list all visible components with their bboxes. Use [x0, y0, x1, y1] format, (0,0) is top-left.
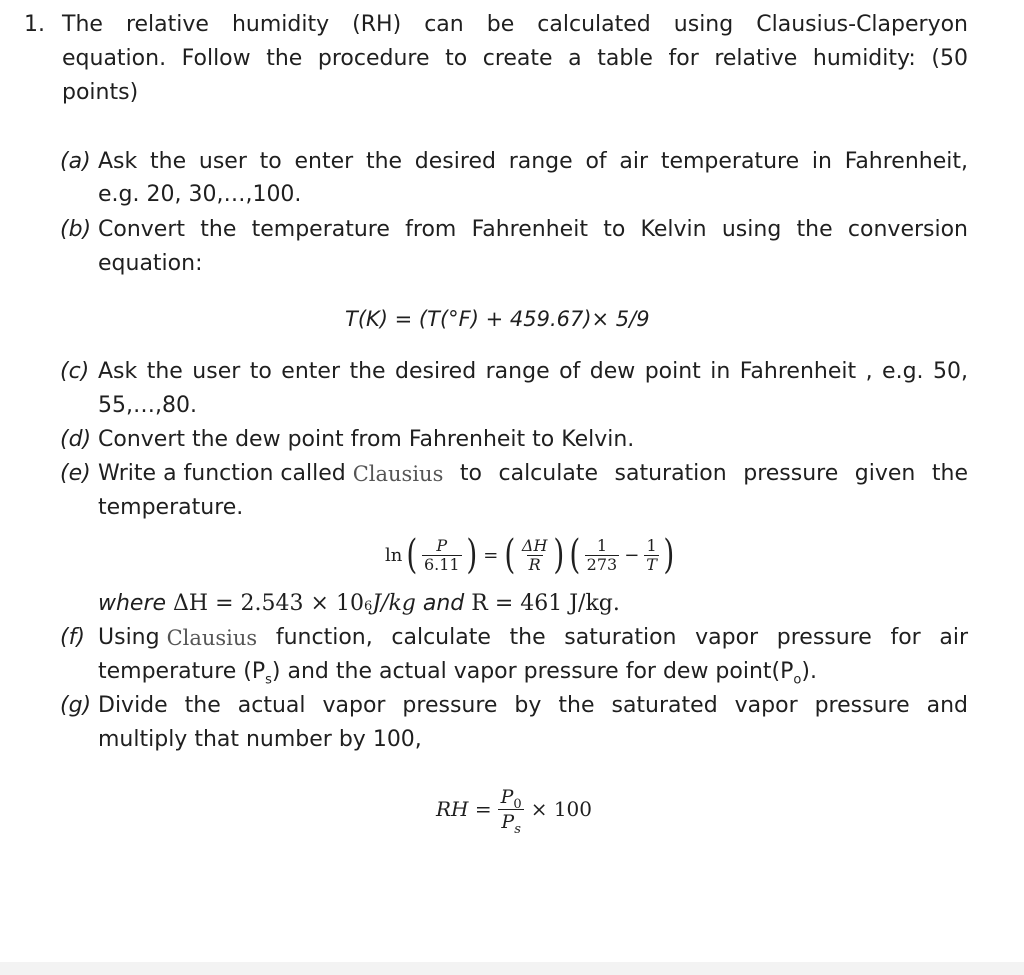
kelvin-conversion-formula: T(K) = (T(°F) + 459.67)× 5/9 — [345, 307, 650, 331]
step-f-line-2 — [98, 657, 817, 687]
step-e-line-1 — [98, 459, 968, 489]
close-paren-icon: ) — [553, 532, 565, 578]
times-100: × 100 — [530, 797, 592, 821]
minus-sign: − — [624, 544, 640, 566]
delta-h-value: ΔH = 2.543 × 10 — [173, 591, 364, 616]
p-symbol: P — [500, 785, 514, 808]
open-paren-icon: ( — [569, 532, 581, 578]
delta-h-unit: J/kg — [372, 591, 416, 616]
equals-sign: = — [483, 544, 499, 566]
step-f-text-b: ) and the actual vapor pressure for dew point(P — [271, 659, 794, 684]
close-paren-icon: ) — [663, 532, 675, 578]
step-f-text-post: function, calculate the saturation vapor pressure for air — [257, 625, 968, 650]
step-c-label: (c) — [60, 359, 90, 384]
inverse-273-fraction — [585, 537, 620, 574]
clausius-function-name: Clausius — [352, 462, 444, 486]
delta-h-symbol: ΔH — [521, 535, 548, 555]
step-g-label: (g) — [60, 693, 92, 718]
step-f-text-c: ). — [801, 659, 817, 684]
step-b-label: (b) — [60, 217, 92, 242]
step-f-text-a: temperature (P — [98, 659, 266, 684]
r-symbol: R — [528, 554, 541, 574]
inverse-t-fraction — [644, 537, 659, 574]
and-word: and — [415, 591, 472, 616]
ln-symbol: ln — [385, 544, 403, 566]
question-number: 1. — [24, 12, 45, 37]
step-g-line-2: multiply that number by 100, — [98, 727, 422, 752]
pressure-reference: 6.11 — [423, 554, 460, 574]
rh-lhs: RH = — [436, 797, 492, 821]
step-f-line-1 — [98, 623, 968, 653]
question-intro-line-3: points) — [62, 80, 139, 105]
actual-pressure — [498, 785, 525, 812]
subscript-zero: 0 — [513, 796, 522, 812]
page-bottom-edge — [0, 962, 1024, 975]
step-c-line-1: Ask the user to enter the desired range of dew point in Fahrenheit , e.g. 50, — [98, 359, 968, 384]
step-a-label: (a) — [60, 149, 91, 174]
pressure-symbol: P — [436, 535, 448, 555]
subscript-o: o — [793, 672, 802, 688]
relative-humidity-formula — [436, 780, 592, 838]
enthalpy-fraction — [520, 537, 550, 574]
step-f-label: (f) — [60, 625, 85, 650]
t-denominator: T — [646, 554, 657, 574]
question-intro-line-1: The relative humidity (RH) can be calculated using Clausius-Claperyon — [62, 12, 968, 37]
where-line: where ΔH = 2.543 × 10 6 J/kg and R = 461 J/kg. — [98, 589, 620, 619]
step-a-line-2: e.g. 20, 30,…,100. — [98, 182, 302, 207]
step-f-text-pre: Using — [98, 625, 167, 650]
step-g-line-1: Divide the actual vapor pressure by the saturated vapor pressure and — [98, 693, 968, 718]
where-word: where — [98, 591, 174, 616]
question-intro-line-2: equation. Follow the procedure to create a table for relative humidity: (50 — [62, 46, 968, 71]
subscript-s: s — [514, 821, 521, 837]
saturation-pressure — [498, 809, 523, 837]
r-value: R = 461 J/kg. — [471, 591, 620, 616]
step-c-line-2: 55,…,80. — [98, 393, 197, 418]
step-d-line-1: Convert the dew point from Fahrenheit to Kelvin. — [98, 427, 635, 452]
subscript-s: s — [265, 672, 272, 688]
one-numerator: 1 — [646, 535, 657, 555]
step-a-line-1: Ask the user to enter the desired range of air temperature in Fahrenheit, — [98, 149, 968, 174]
close-paren-icon: ) — [465, 532, 477, 578]
p-symbol: P — [501, 810, 515, 833]
step-b-line-2: equation: — [98, 251, 203, 276]
one-numerator: 1 — [596, 535, 607, 555]
clausius-function-name: Clausius — [166, 626, 258, 650]
open-paren-icon: ( — [406, 532, 418, 578]
pressure-fraction — [422, 537, 462, 574]
273-denominator: 273 — [586, 554, 618, 574]
step-b-line-1: Convert the temperature from Fahrenheit to Kelvin using the conversion — [98, 217, 968, 242]
step-e-line-2: temperature. — [98, 495, 244, 520]
step-e-label: (e) — [60, 461, 91, 486]
step-e-text-pre: Write a function called — [98, 461, 353, 486]
open-paren-icon: ( — [504, 532, 516, 578]
clausius-clapeyron-equation — [385, 527, 677, 583]
step-d-label: (d) — [60, 427, 92, 452]
pressure-ratio — [498, 785, 525, 837]
step-e-text-post: to calculate saturation pressure given the — [443, 461, 968, 486]
